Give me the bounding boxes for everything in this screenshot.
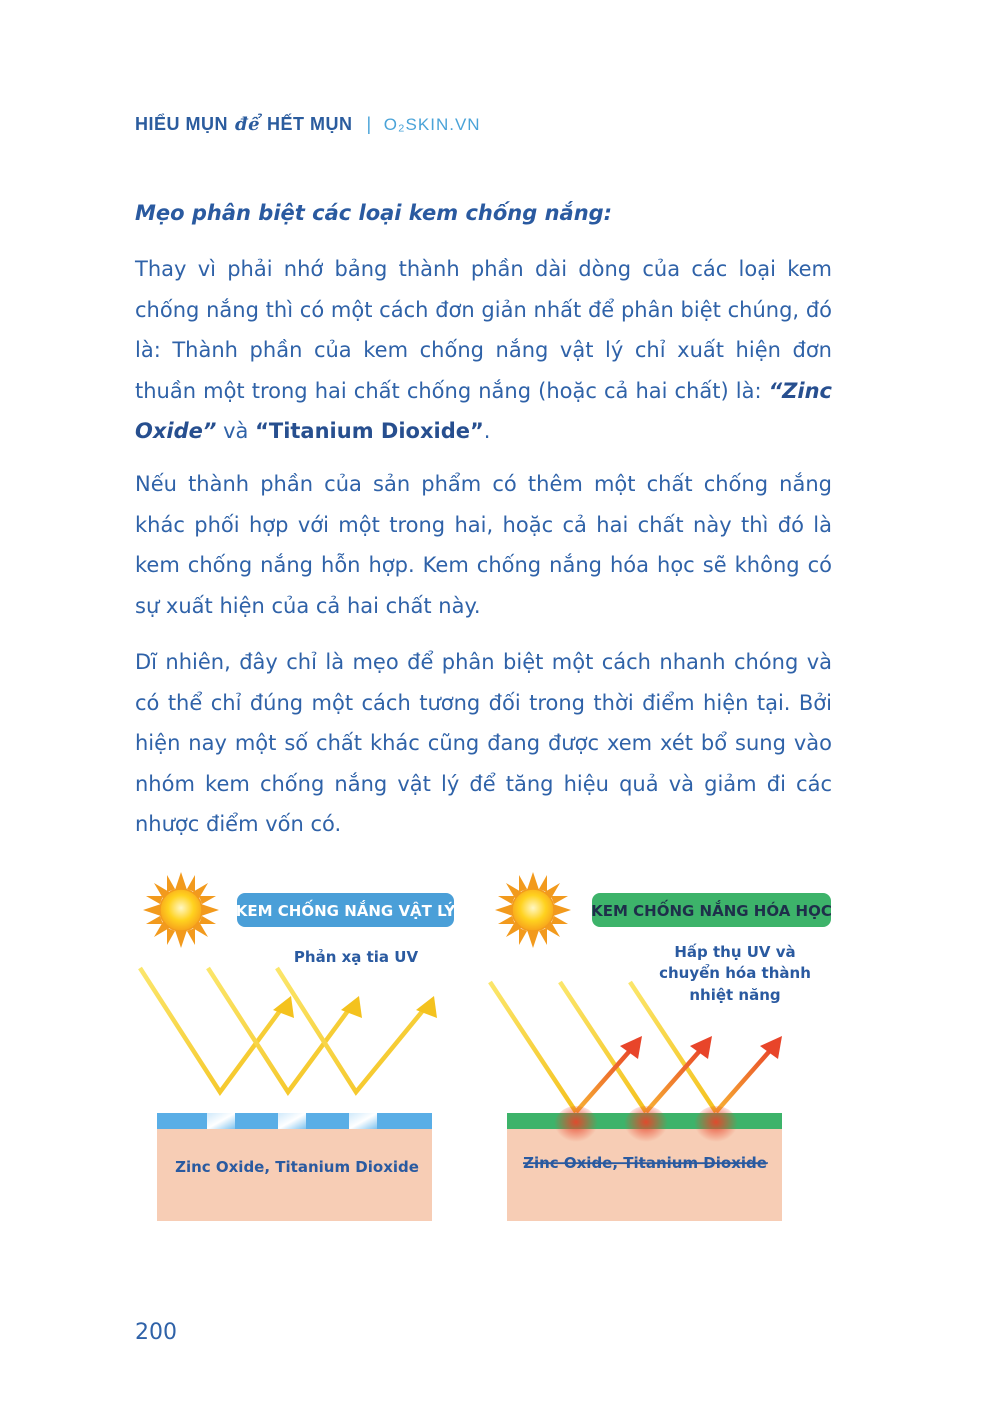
caption-absorb-line3: nhiệt năng (689, 986, 781, 1004)
badge-physical-sunscreen-label: KEM CHỐNG NẮNG VẬT LÝ (235, 902, 456, 920)
header-separator: | (366, 114, 372, 134)
section-title: Mẹo phân biệt các loại kem chống nắng: (135, 201, 613, 225)
sun-icon (143, 872, 219, 948)
heat-spots (554, 1106, 738, 1146)
caption-absorb-line1: Hấp thụ UV và (674, 943, 796, 961)
badge-physical-sunscreen (236, 893, 457, 927)
sunscreen-comparison-diagram (0, 860, 1000, 1240)
badge-chemical-sunscreen (591, 893, 832, 927)
term-titanium-dioxide: “Titanium Dioxide” (255, 419, 484, 443)
paragraph-1-text-b: và (216, 419, 256, 443)
paragraph-1-text-a: Thay vì phải nhớ bảng thành phần dài dòng của các loại kem chống nắng thì có một cách đơn giản nhất để phân biệt chúng, đó là: Thành phần của kem chống nắng vật lý chỉ xuất hiện đơn thuần một trong hai chất chống nắng (hoặc cả hai chất) là: (135, 257, 832, 403)
header-title-part3: HẾT MỤN (267, 114, 353, 134)
paragraph-2: Nếu thành phần của sản phẩm có thêm một chất chống nắng khác phối hợp với một trong hai, hoặc cả hai chất này thì đó là kem chống nắng hỗn hợp. Kem chống nắng hóa học sẽ không có sự xuất hiện của cả hai chất này. (135, 472, 832, 618)
page-number: 200 (135, 1320, 177, 1345)
uv-rays-reflected (140, 968, 425, 1092)
header-title-part2: để (235, 114, 261, 135)
header-brand: O₂SKIN.VN (383, 115, 481, 134)
heat-rays-outgoing (576, 1046, 774, 1112)
caption-reflect-uv: Phản xạ tia UV (293, 948, 419, 966)
term-zinc-oxide: “Zinc Oxide” (135, 378, 832, 443)
paragraph-1-text-c: . (483, 419, 491, 443)
sun-icon (495, 872, 571, 948)
layer-label-physical: Zinc Oxide, Titanium Dioxide (175, 1158, 419, 1176)
paragraph-1 (135, 249, 832, 452)
heat-arrowheads (620, 1036, 782, 1059)
running-header (135, 114, 481, 135)
paragraph-3: Dĩ nhiên, đây chỉ là mẹo để phân biệt một cách nhanh chóng và có thể chỉ đúng một cách tương đối trong thời điểm hiện tại. Bởi hiện nay một số chất khác cũng đang được xem xét bổ sung vào nhóm kem chống nắng vật lý để tăng hiệu quả và giảm đi các nhược điểm vốn có. (135, 650, 832, 836)
layer-label-chemical-struck: Zinc Oxide, Titanium Dioxide (523, 1154, 767, 1172)
badge-chemical-sunscreen-label: KEM CHỐNG NẮNG HÓA HỌC (591, 902, 832, 920)
uv-rays-incoming (490, 982, 716, 1112)
caption-absorb-line2: chuyển hóa thành (659, 964, 811, 982)
header-title-part1: HIỂU MỤN (135, 114, 228, 134)
physical-filter-layer (157, 1113, 432, 1129)
